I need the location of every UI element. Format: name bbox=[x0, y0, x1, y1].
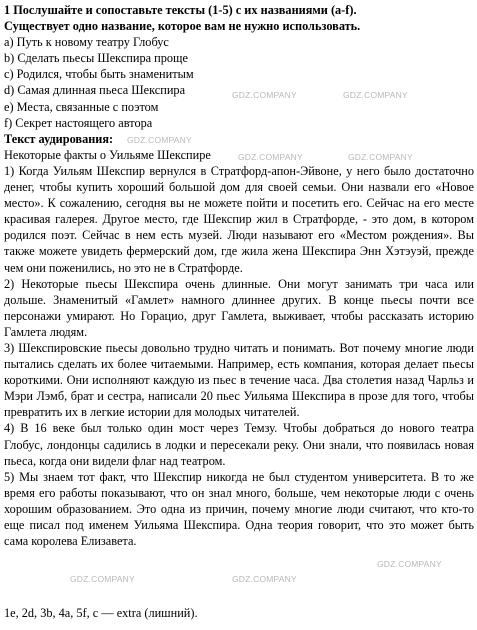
listening-intro: Некоторые факты о Уильяме Шекспире bbox=[4, 147, 211, 162]
listening-heading: Текст аудирования: bbox=[4, 131, 114, 146]
watermark: GDZ.COMPANY bbox=[377, 559, 442, 569]
option-f: f) Секрет настоящего автора bbox=[4, 115, 153, 130]
document bbox=[4, 2, 474, 549]
option-d: d) Самая длинная пьеса Шекспира bbox=[4, 83, 186, 98]
watermark: GDZ.COMPANY bbox=[232, 90, 297, 100]
watermark: GDZ.COMPANY bbox=[232, 574, 297, 584]
option-a: a) Путь к новому театру Глобус bbox=[4, 35, 169, 50]
paragraph-5: 5) Мы знаем тот факт, что Шекспир никогда не был студентом университета. В то же время его работы показывают, что он знал много, больше, чем некоторые люди с очень хорошим образованием. Это одна из причин, почему многие люди считают, что кто-то еще писал под именем Уильяма Шекспира. Одна теория говорит, что это может быть сама королева Елизавета. bbox=[4, 469, 474, 549]
option-c: c) Родился, чтобы быть знаменитым bbox=[4, 67, 194, 82]
option-b: b) Сделать пьесы Шекспира проще bbox=[4, 51, 188, 66]
task-subtitle: Существует одно название, которое вам не нужно использовать. bbox=[4, 19, 361, 34]
paragraph-1: 1) Когда Уильям Шекспир вернулся в Стратфорд-апон-Эйвоне, у него было достаточно денег, чтобы купить хороший большой дом для своей семьи. Они назвали его «Новое место». К сожалению, сегодня вы не можете пойти и посетить его. Сейчас на его месте красивая галерея. Другое место, где Шекспир жил в Стратфорде, - это дом, в котором родился поэт. Сейчас в нем есть музей. Люди называют его «Местом рождения». Вы также можете увидеть фермерский дом, где жила жена Шекспира Энн Хэтэуэй, прежде чем они поженились, но это не в Стратфорде. bbox=[4, 163, 474, 275]
task-title: 1 Послушайте и сопоставьте тексты (1-5) с их названиями (a-f). bbox=[4, 3, 357, 17]
watermark: GDZ.COMPANY bbox=[343, 90, 408, 100]
paragraph-2: 2) Некоторые пьесы Шекспира очень длинные. Они могут занимать три часа или дольше. Знаменитый «Гамлет» намного длиннее других. В конце пьесы почти все персонажи умирают. Но Горацио, друг Гамлета, выживает, чтобы рассказать историю Гамлета людям. bbox=[4, 276, 474, 339]
watermark: GDZ.COMPANY bbox=[238, 152, 303, 162]
paragraph-4: 4) В 16 веке был только один мост через Темзу. Чтобы добраться до нового театра Глобус, лондонцы садились в лодки и пересекали реку. Они знали, что появилась новая пьеса, когда они видели флаг над театром. bbox=[4, 421, 474, 468]
option-e: e) Места, связанные с поэтом bbox=[4, 99, 159, 114]
watermark: GDZ.COMPANY bbox=[348, 152, 413, 162]
answers-line: 1e, 2d, 3b, 4a, 5f, c — extra (лишний). bbox=[4, 606, 198, 620]
watermark: GDZ.COMPANY bbox=[127, 135, 192, 145]
paragraph-3: 3) Шекспировские пьесы довольно трудно читать и понимать. Вот почему многие люди пытались сделать их более читаемыми. Например, есть компания, которая делает пьесы короткими. Они исполняют каждую из пьес в течение часа. Два столетия назад Чарльз и Мэри Лэмб, брат и сестра, написали 20 пьес Уильяма Шекспира в прозе для того, чтобы превратить их в легкие истории для молодых читателей. bbox=[4, 340, 474, 420]
watermark: GDZ.COMPANY bbox=[70, 574, 135, 584]
